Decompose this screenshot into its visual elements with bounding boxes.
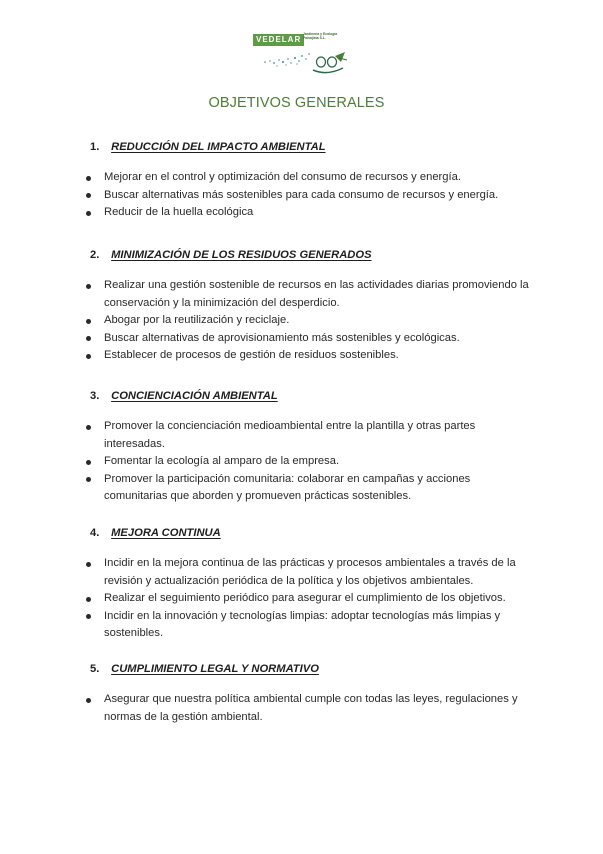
bullet-icon <box>86 562 91 567</box>
bullet-list <box>0 691 534 726</box>
list-item: Realizar una gestión sostenible de recursos en las actividades diarias promoviendo la conservación y la minimización del desperdicio. <box>0 277 534 312</box>
list-item: Incidir en la mejora continua de las prácticas y procesos ambientales a través de la revisión y actualización periódica de la política y los objetivos ambientales. <box>0 555 534 590</box>
logo-brand: VEDELAR <box>253 34 304 46</box>
section-number: 1. <box>90 141 100 153</box>
bullet-icon <box>86 211 91 216</box>
bullet-icon <box>86 698 91 703</box>
list-item: Buscar alternativas más sostenibles para cada consumo de recursos y energía. <box>0 187 534 205</box>
list-item: Establecer de procesos de gestión de residuos sostenibles. <box>0 347 534 365</box>
list-item: Mejorar en el control y optimización del consumo de recursos y energía. <box>0 169 534 187</box>
section-title: MEJORA CONTINUA <box>111 527 221 539</box>
bullet-icon <box>86 193 91 198</box>
bullet-list <box>0 169 534 222</box>
bullet-icon <box>86 614 91 619</box>
section-title: REDUCCIÓN DEL IMPACTO AMBIENTAL <box>111 141 326 153</box>
bullet-icon <box>86 176 91 181</box>
section-title: CUMPLIMIENTO LEGAL Y NORMATIVO <box>111 663 319 675</box>
list-item: Buscar alternativas de aprovisionamiento más sostenibles y ecológicas. <box>0 330 534 348</box>
section-heading <box>90 141 326 153</box>
bullet-list <box>0 555 534 643</box>
page-title: OBJETIVOS GENERALES <box>208 95 385 111</box>
bullet-icon <box>86 477 91 482</box>
section-title: MINIMIZACIÓN DE LOS RESIDUOS GENERADOS <box>111 249 372 261</box>
logo-water-splash-icon <box>261 48 349 78</box>
bullet-icon <box>86 354 91 359</box>
section-number: 3. <box>90 390 100 402</box>
list-item: Promover la participación comunitaria: colaborar en campañas y acciones comunitarias que aborden y promueven prácticas sostenibles. <box>0 471 534 506</box>
list-item: Fomentar la ecología al amparo de la empresa. <box>0 453 534 471</box>
section-title: CONCIENCIACIÓN AMBIENTAL <box>111 390 278 402</box>
bullet-icon <box>86 460 91 465</box>
section-number: 4. <box>90 527 100 539</box>
list-item: Incidir en la innovación y tecnologías limpias: adoptar tecnologías más limpias y sostenibles. <box>0 608 534 643</box>
list-item: Realizar el seguimiento periódico para asegurar el cumplimiento de los objetivos. <box>0 590 534 608</box>
section-heading <box>90 663 319 675</box>
bullet-list <box>0 418 534 506</box>
bullet-icon <box>86 597 91 602</box>
bullet-icon <box>86 336 91 341</box>
section-number: 2. <box>90 249 100 261</box>
list-item: Promover la concienciación medioambiental entre la plantilla y otras partes interesadas. <box>0 418 534 453</box>
bullet-icon <box>86 319 91 324</box>
bullet-icon <box>86 284 91 289</box>
list-item: Abogar por la reutilización y reciclaje. <box>0 312 534 330</box>
list-item: Reducir de la huella ecológica <box>0 204 534 222</box>
list-item: Asegurar que nuestra política ambiental cumple con todas las leyes, regulaciones y normas de la gestión ambiental. <box>0 691 534 726</box>
bullet-icon <box>86 425 91 430</box>
bullet-list <box>0 277 534 365</box>
section-number: 5. <box>90 663 100 675</box>
section-heading <box>90 527 221 539</box>
section-heading <box>90 390 278 402</box>
section-heading <box>90 249 372 261</box>
logo-tagline: Jardinería y Ecología Paisajista S.L. <box>303 32 338 40</box>
company-logo <box>253 30 349 82</box>
